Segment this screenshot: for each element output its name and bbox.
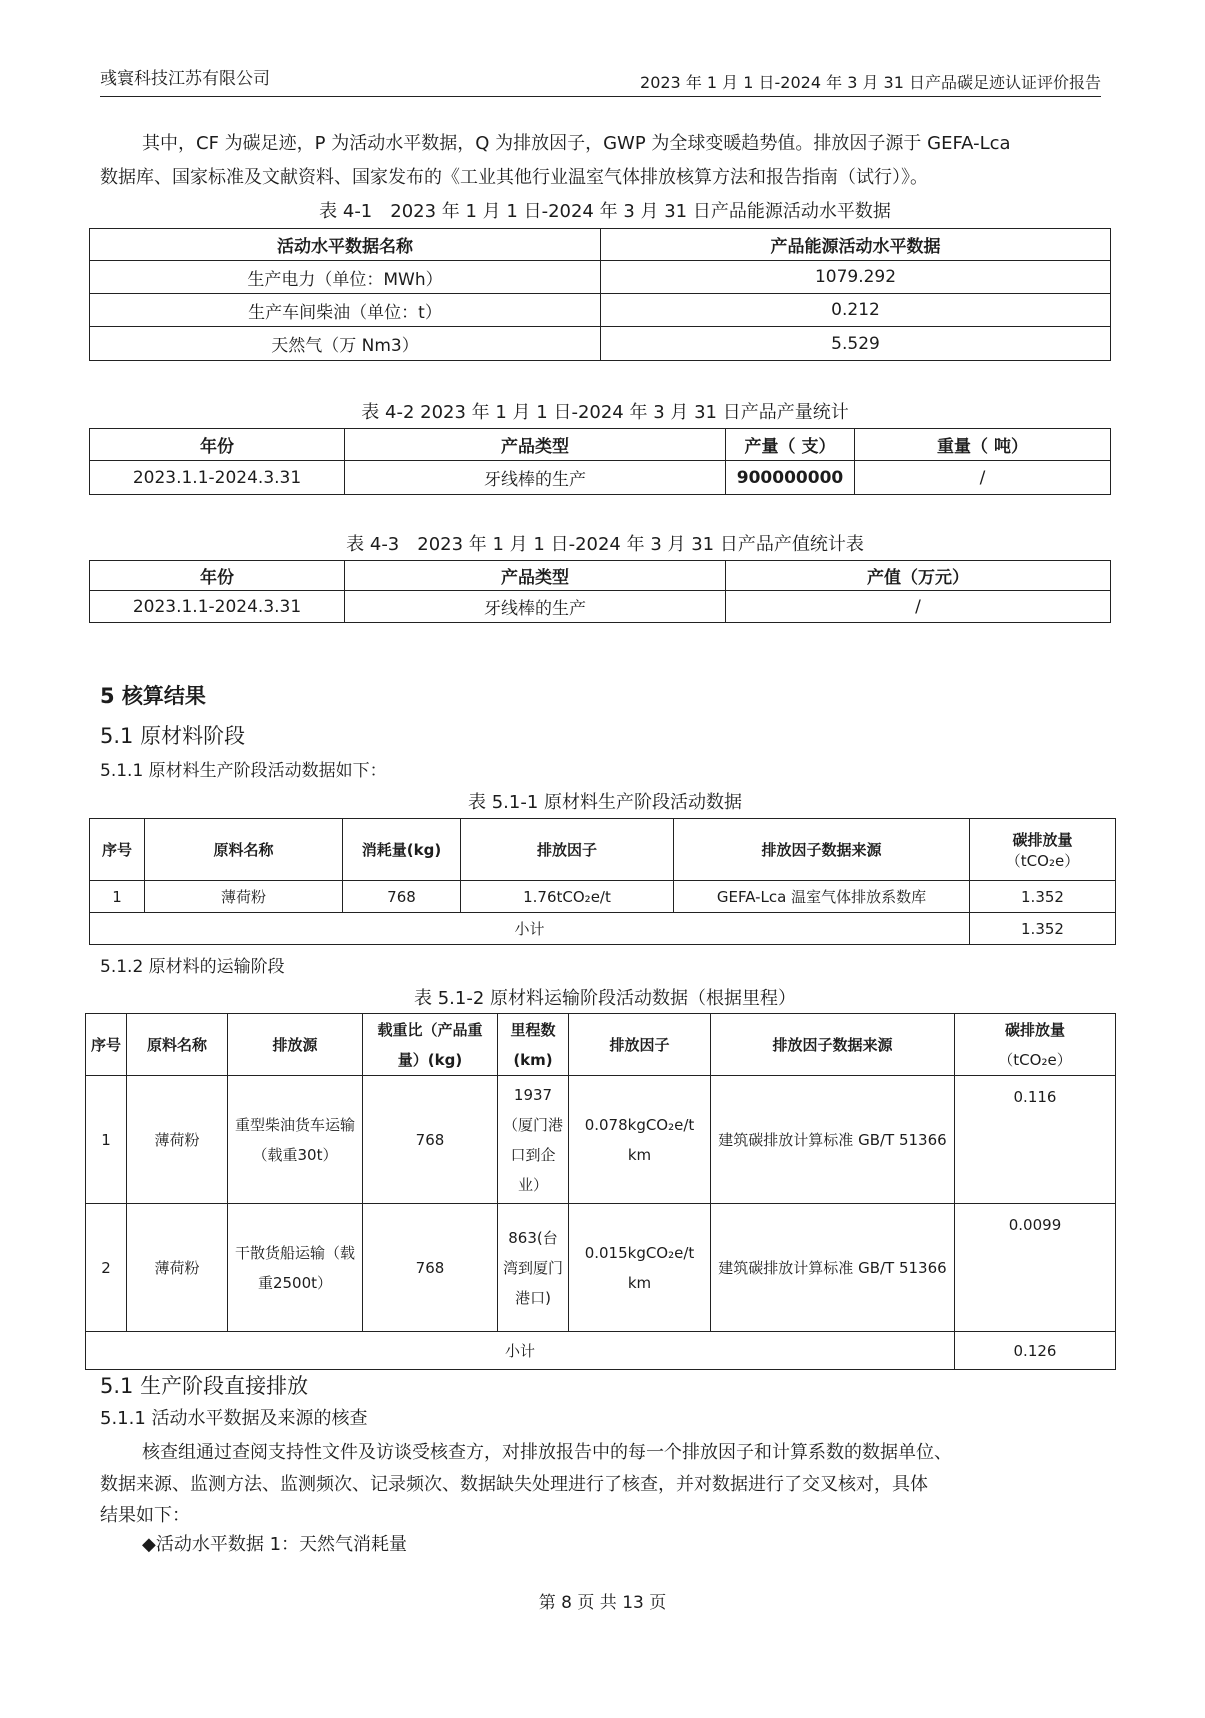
table-header-cell: 年份 xyxy=(90,561,345,591)
table-cell: GEFA-Lca 温室气体排放系数库 xyxy=(674,881,970,913)
section-5-1-title: 5.1 原材料阶段 xyxy=(100,724,246,748)
table-4-1 xyxy=(89,228,1111,361)
verification-paragraph-line-1: 核查组通过查阅支持性文件及访谈受核查方，对排放报告中的每一个排放因子和计算系数的数据单位、 xyxy=(142,1442,952,1463)
section-5-1-1-title: 5.1.1 原材料生产阶段活动数据如下： xyxy=(100,761,387,781)
table-5-1-1-caption: 表 5.1-1 原材料生产阶段活动数据 xyxy=(467,792,742,813)
table-header-cell: 产品能源活动水平数据 xyxy=(601,229,1111,261)
table-row xyxy=(90,261,1111,294)
emission-header-unit: （tCO₂e） xyxy=(1005,851,1080,870)
table-cell: 863(台湾到厦门港口) xyxy=(498,1204,569,1332)
intro-line-2: 数据库、国家标准及文献资料、国家发布的《工业其他行业温室气体排放核算方法和报告指南（试行）》。 xyxy=(100,167,928,188)
table-cell: 2 xyxy=(86,1204,127,1332)
table-header-cell: 序号 xyxy=(90,819,145,881)
subtotal-label: 小计 xyxy=(90,913,970,945)
table-cell: 1937（厦门港口到企业） xyxy=(498,1076,569,1204)
subtotal-row xyxy=(86,1332,1116,1370)
header-divider xyxy=(100,96,1101,97)
table-cell: 0.015kgCO₂e/t km xyxy=(569,1204,711,1332)
table-cell: 重型柴油货车运输（载重30t） xyxy=(228,1076,363,1204)
table-row xyxy=(90,327,1111,361)
table-header-cell: 消耗量(kg) xyxy=(343,819,461,881)
table-header-cell: 排放因子数据来源 xyxy=(711,1014,955,1076)
table-cell: 900000000 xyxy=(726,461,855,495)
verification-paragraph-line-3: 结果如下： xyxy=(100,1505,190,1526)
report-title: 2023 年 1 月 1 日-2024 年 3 月 31 日产品碳足迹认证评价报告 xyxy=(640,73,1101,92)
table-header-cell: 活动水平数据名称 xyxy=(90,229,601,261)
table-cell: 薄荷粉 xyxy=(145,881,343,913)
table-cell: 干散货船运输（载重2500t） xyxy=(228,1204,363,1332)
table-header-cell xyxy=(970,819,1116,881)
table-row xyxy=(86,1076,1116,1204)
table-row xyxy=(90,591,1111,623)
section-5-title: 5 核算结果 xyxy=(100,684,206,708)
table-cell: 牙线棒的生产 xyxy=(345,461,726,495)
section-production-subtitle: 5.1.1 活动水平数据及来源的核查 xyxy=(100,1408,368,1429)
table-cell: / xyxy=(726,591,1111,623)
table-cell: 1 xyxy=(90,881,145,913)
table-header-cell: 里程数(km) xyxy=(498,1014,569,1076)
company-name: 彧寰科技江苏有限公司 xyxy=(100,69,270,89)
table-cell: 0.078kgCO₂e/t km xyxy=(569,1076,711,1204)
table-4-2 xyxy=(89,428,1111,495)
table-cell: 5.529 xyxy=(601,327,1111,361)
table-header-cell: 排放因子 xyxy=(461,819,674,881)
table-cell: 1079.292 xyxy=(601,261,1111,294)
table-header-cell: 排放因子数据来源 xyxy=(674,819,970,881)
table-row xyxy=(90,461,1111,495)
table-cell: 1.76tCO₂e/t xyxy=(461,881,674,913)
table-header-cell: 产值（万元） xyxy=(726,561,1111,591)
table-row xyxy=(90,881,1116,913)
table-4-3 xyxy=(89,560,1111,623)
table-4-2-caption: 表 4-2 2023 年 1 月 1 日-2024 年 3 月 31 日产品产量统计 xyxy=(361,402,849,423)
table-header-cell: 重量（ 吨） xyxy=(855,429,1111,461)
table-cell: 2023.1.1-2024.3.31 xyxy=(90,461,345,495)
table-cell: 薄荷粉 xyxy=(127,1204,228,1332)
table-cell: 天然气（万 Nm3） xyxy=(90,327,601,361)
section-production-title: 5.1 生产阶段直接排放 xyxy=(100,1374,309,1398)
table-cell: / xyxy=(855,461,1111,495)
table-cell: 生产电力（单位：MWh） xyxy=(90,261,601,294)
table-cell: 0.212 xyxy=(601,294,1111,327)
intro-line-1: 其中，CF 为碳足迹，P 为活动水平数据，Q 为排放因子，GWP 为全球变暖趋势值。排放因子源于 GEFA-Lca xyxy=(142,133,1011,154)
table-5-1-2 xyxy=(85,1013,1116,1370)
table-header-cell: 排放因子 xyxy=(569,1014,711,1076)
verification-paragraph-line-2: 数据来源、监测方法、监测频次、记录频次、数据缺失处理进行了核查，并对数据进行了交叉核对，具体 xyxy=(100,1474,928,1495)
subtotal-row xyxy=(90,913,1116,945)
table-cell: 薄荷粉 xyxy=(127,1076,228,1204)
table-header-cell: 原料名称 xyxy=(127,1014,228,1076)
table-4-3-caption: 表 4-3 2023 年 1 月 1 日-2024 年 3 月 31 日产品产值统计表 xyxy=(346,534,864,555)
table-cell: 建筑碳排放计算标准 GB/T 51366 xyxy=(711,1076,955,1204)
table-cell: 牙线棒的生产 xyxy=(345,591,726,623)
emission-header-label: 碳排放量 xyxy=(1012,830,1073,849)
table-header-cell: 原料名称 xyxy=(145,819,343,881)
table-4-1-caption: 表 4-1 2023 年 1 月 1 日-2024 年 3 月 31 日产品能源活动水平数据 xyxy=(319,201,891,222)
table-header-cell: 载重比（产品重量）(kg) xyxy=(363,1014,498,1076)
table-cell: 1 xyxy=(86,1076,127,1204)
table-cell: 建筑碳排放计算标准 GB/T 51366 xyxy=(711,1204,955,1332)
table-row xyxy=(86,1204,1116,1332)
page-number: 第 8 页 共 13 页 xyxy=(538,1593,667,1613)
table-header-cell: 产量（ 支） xyxy=(726,429,855,461)
table-cell: 768 xyxy=(343,881,461,913)
table-header-cell: 排放源 xyxy=(228,1014,363,1076)
table-header-cell: 年份 xyxy=(90,429,345,461)
table-cell: 768 xyxy=(363,1076,498,1204)
table-cell: 768 xyxy=(363,1204,498,1332)
table-cell: 2023.1.1-2024.3.31 xyxy=(90,591,345,623)
emission-header-label: 碳排放量 xyxy=(1004,1020,1065,1039)
table-cell: 0.0099 xyxy=(955,1204,1116,1332)
table-cell: 生产车间柴油（单位：t） xyxy=(90,294,601,327)
table-5-1-2-caption: 表 5.1-2 原材料运输阶段活动数据（根据里程） xyxy=(413,988,796,1009)
subtotal-label: 小计 xyxy=(86,1332,955,1370)
section-5-1-2-title: 5.1.2 原材料的运输阶段 xyxy=(100,957,285,977)
table-cell: 0.116 xyxy=(955,1076,1116,1204)
table-header-cell xyxy=(955,1014,1116,1076)
table-header-cell: 产品类型 xyxy=(345,561,726,591)
emission-header-unit: （tCO₂e） xyxy=(998,1050,1072,1069)
table-header-cell: 产品类型 xyxy=(345,429,726,461)
activity-data-bullet: ◆活动水平数据 1：天然气消耗量 xyxy=(142,1534,408,1555)
subtotal-value: 1.352 xyxy=(970,913,1116,945)
table-header-cell: 序号 xyxy=(86,1014,127,1076)
subtotal-value: 0.126 xyxy=(955,1332,1116,1370)
table-cell: 1.352 xyxy=(970,881,1116,913)
table-5-1-1 xyxy=(89,818,1116,945)
table-row xyxy=(90,294,1111,327)
